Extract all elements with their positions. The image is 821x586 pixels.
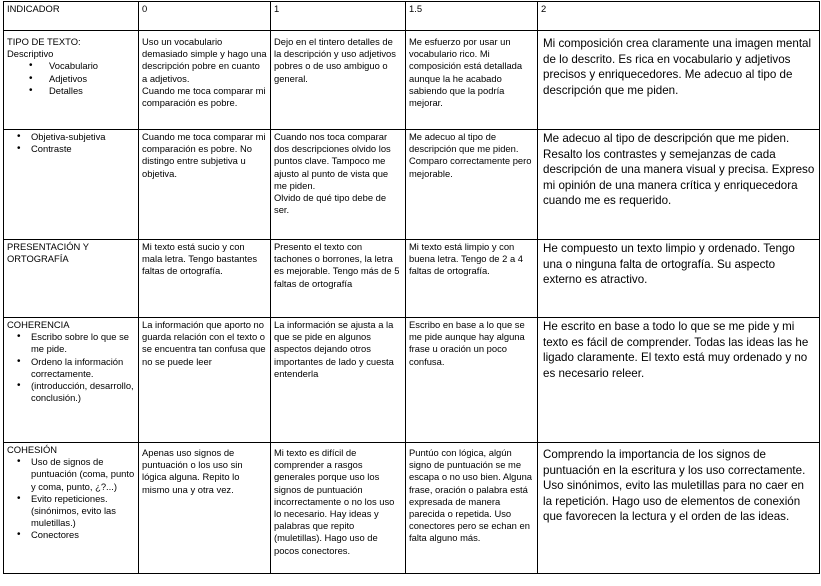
table-header-row	[4, 2, 820, 31]
level-2-cell: He compuesto un texto limpio y ordenado. Tengo una o ninguna falta de ortografía. Su aspecto externo es atractivo.	[538, 240, 820, 318]
indicator-cell	[4, 31, 139, 130]
level-0-cell: Uso un vocabulario demasiado simple y hago una descripción pobre en cuanto a adjetivos. Cuando me toca comparar mi comparación es pobre.	[139, 31, 271, 130]
indicator-bullets	[7, 456, 135, 505]
indicator-bullets	[7, 131, 135, 155]
list-item: • Evito repeticiones.	[31, 493, 135, 505]
list-item: • Adjetivos	[49, 73, 135, 85]
indicator-subtitle: Descriptivo	[7, 48, 54, 60]
list-item: • Uso de signos de puntuación (coma, punto y coma, punto, ¿?...)	[31, 456, 135, 493]
level-1-5-cell: Me adecuo al tipo de descripción que me piden. Comparo correctamente pero mejorable.	[406, 130, 538, 240]
indicator-bullets	[7, 331, 135, 404]
indicator-cell	[4, 318, 139, 443]
level-2-cell: Me adecuo al tipo de descripción que me piden. Resalto los contrastes y semejanzas de cada descripción de una manera visual y precisa. Expreso mi opinión de una manera crítica y enriquecedora cuando me es requerido.	[538, 130, 820, 240]
level-1-cell: Mi texto es difícil de comprender a rasgos generales porque uso los signos de puntuación incorrectamente o no los uso lo necesario. Hay ideas y palabras que repito (muletillas). Hago uso de pocos conectores.	[271, 443, 406, 574]
level-1-cell: Cuando nos toca comparar dos descripciones olvido los puntos clave. Tampoco me ajusto al punto de vista que me piden. Olvido de qué tipo debe de ser.	[271, 130, 406, 240]
header-indicador: INDICADOR	[4, 2, 139, 31]
level-1-5-cell: Escribo en base a lo que se me pide aunque hay alguna frase u oración un poco confusa.	[406, 318, 538, 443]
level-2-cell: Mi composición crea claramente una imagen mental de lo descrito. Es rica en vocabulario y adjetivos precisos y enriquecedores. Me adecuo al tipo de descripción que me piden.	[538, 31, 820, 130]
list-item: • Detalles	[49, 85, 135, 97]
level-1-cell: Dejo en el tintero detalles de la descripción y uso adjetivos pobres o de uso ambiguo o general.	[271, 31, 406, 130]
rubric-table	[3, 1, 820, 574]
list-item: • Conectores	[31, 529, 135, 541]
list-item: • Vocabulario	[49, 60, 135, 72]
list-item	[31, 380, 135, 404]
header-level-1: 1	[271, 2, 406, 31]
level-1-cell: Presento el texto con tachones o borrones, la letra es mejorable. Tengo más de 5 faltas de ortografía	[271, 240, 406, 318]
indicator-bullets	[7, 60, 135, 97]
header-level-2: 2	[538, 2, 820, 31]
list-item: • Contraste	[31, 143, 135, 155]
list-item: • Escribo sobre lo que se me pide.	[31, 331, 135, 355]
indicator-title: COHESIÓN	[7, 444, 58, 455]
indicator-cell	[4, 443, 139, 574]
level-1-5-cell: Mi texto está limpio y con buena letra. Tengo de 2 a 4 faltas de ortografía.	[406, 240, 538, 318]
table-row	[4, 443, 820, 574]
list-item: • Objetiva-subjetiva	[31, 131, 135, 143]
level-0-cell: Mi texto está sucio y con mala letra. Tengo bastantes faltas de ortografía.	[139, 240, 271, 318]
table-row	[4, 130, 820, 240]
indicator-cell: PRESENTACIÓN Y ORTOGRAFÍA	[4, 240, 139, 318]
level-2-cell: Comprendo la importancia de los signos de puntuación en la escritura y los uso correctamente. Uso sinónimos, evito las muletillas para no caer en la repetición. Hago uso de elementos de conexión que favorecen la lectura y el orden de las ideas.	[538, 443, 820, 574]
indicator-cell	[4, 130, 139, 240]
level-0-cell: Apenas uso signos de puntuación o los uso sin lógica alguna. Repito lo mismo una y otra vez.	[139, 443, 271, 574]
level-0-cell: Cuando me toca comparar mi comparación es pobre. No distingo entre subjetiva u objetiva.	[139, 130, 271, 240]
level-0-cell: La información que aporto no guarda relación con el texto o se encuentra tan confusa que no se puede leer	[139, 318, 271, 443]
list-item: • Ordeno la información correctamente.	[31, 356, 135, 380]
indicator-title: TIPO DE TEXTO:	[7, 36, 81, 47]
level-1-5-cell: Puntúo con lógica, algún signo de puntuación se me escapa o no uso bien. Alguna frase, oración o palabra está expresada de manera parecida o repetida. Uso conectores pero se echan en falta alguno más.	[406, 443, 538, 574]
level-1-5-cell: Me esfuerzo por usar un vocabulario rico. Mi composición está detallada aunque la he acabado sabiendo que la podría mejorar.	[406, 31, 538, 130]
table-row	[4, 240, 820, 318]
header-level-0: 0	[139, 2, 271, 31]
table-row	[4, 318, 820, 443]
header-level-1-5: 1.5	[406, 2, 538, 31]
level-1-cell: La información se ajusta a la que se pide en algunos aspectos dejando otros importantes de lado y cuesta entenderla	[271, 318, 406, 443]
indicator-title: COHERENCIA	[7, 319, 70, 330]
level-2-cell: He escrito en base a todo lo que se me pide y mi texto es fácil de comprender. Todas las ideas las he ligado claramente. El texto está muy ordenado y no es necesario releer.	[538, 318, 820, 443]
indicator-note: (sinónimos, evito las muletillas.)	[31, 505, 116, 529]
table-row	[4, 31, 820, 130]
indicator-bullets	[7, 529, 135, 541]
indicator-note: • (introducción, desarrollo, conclusión.)	[31, 380, 134, 404]
